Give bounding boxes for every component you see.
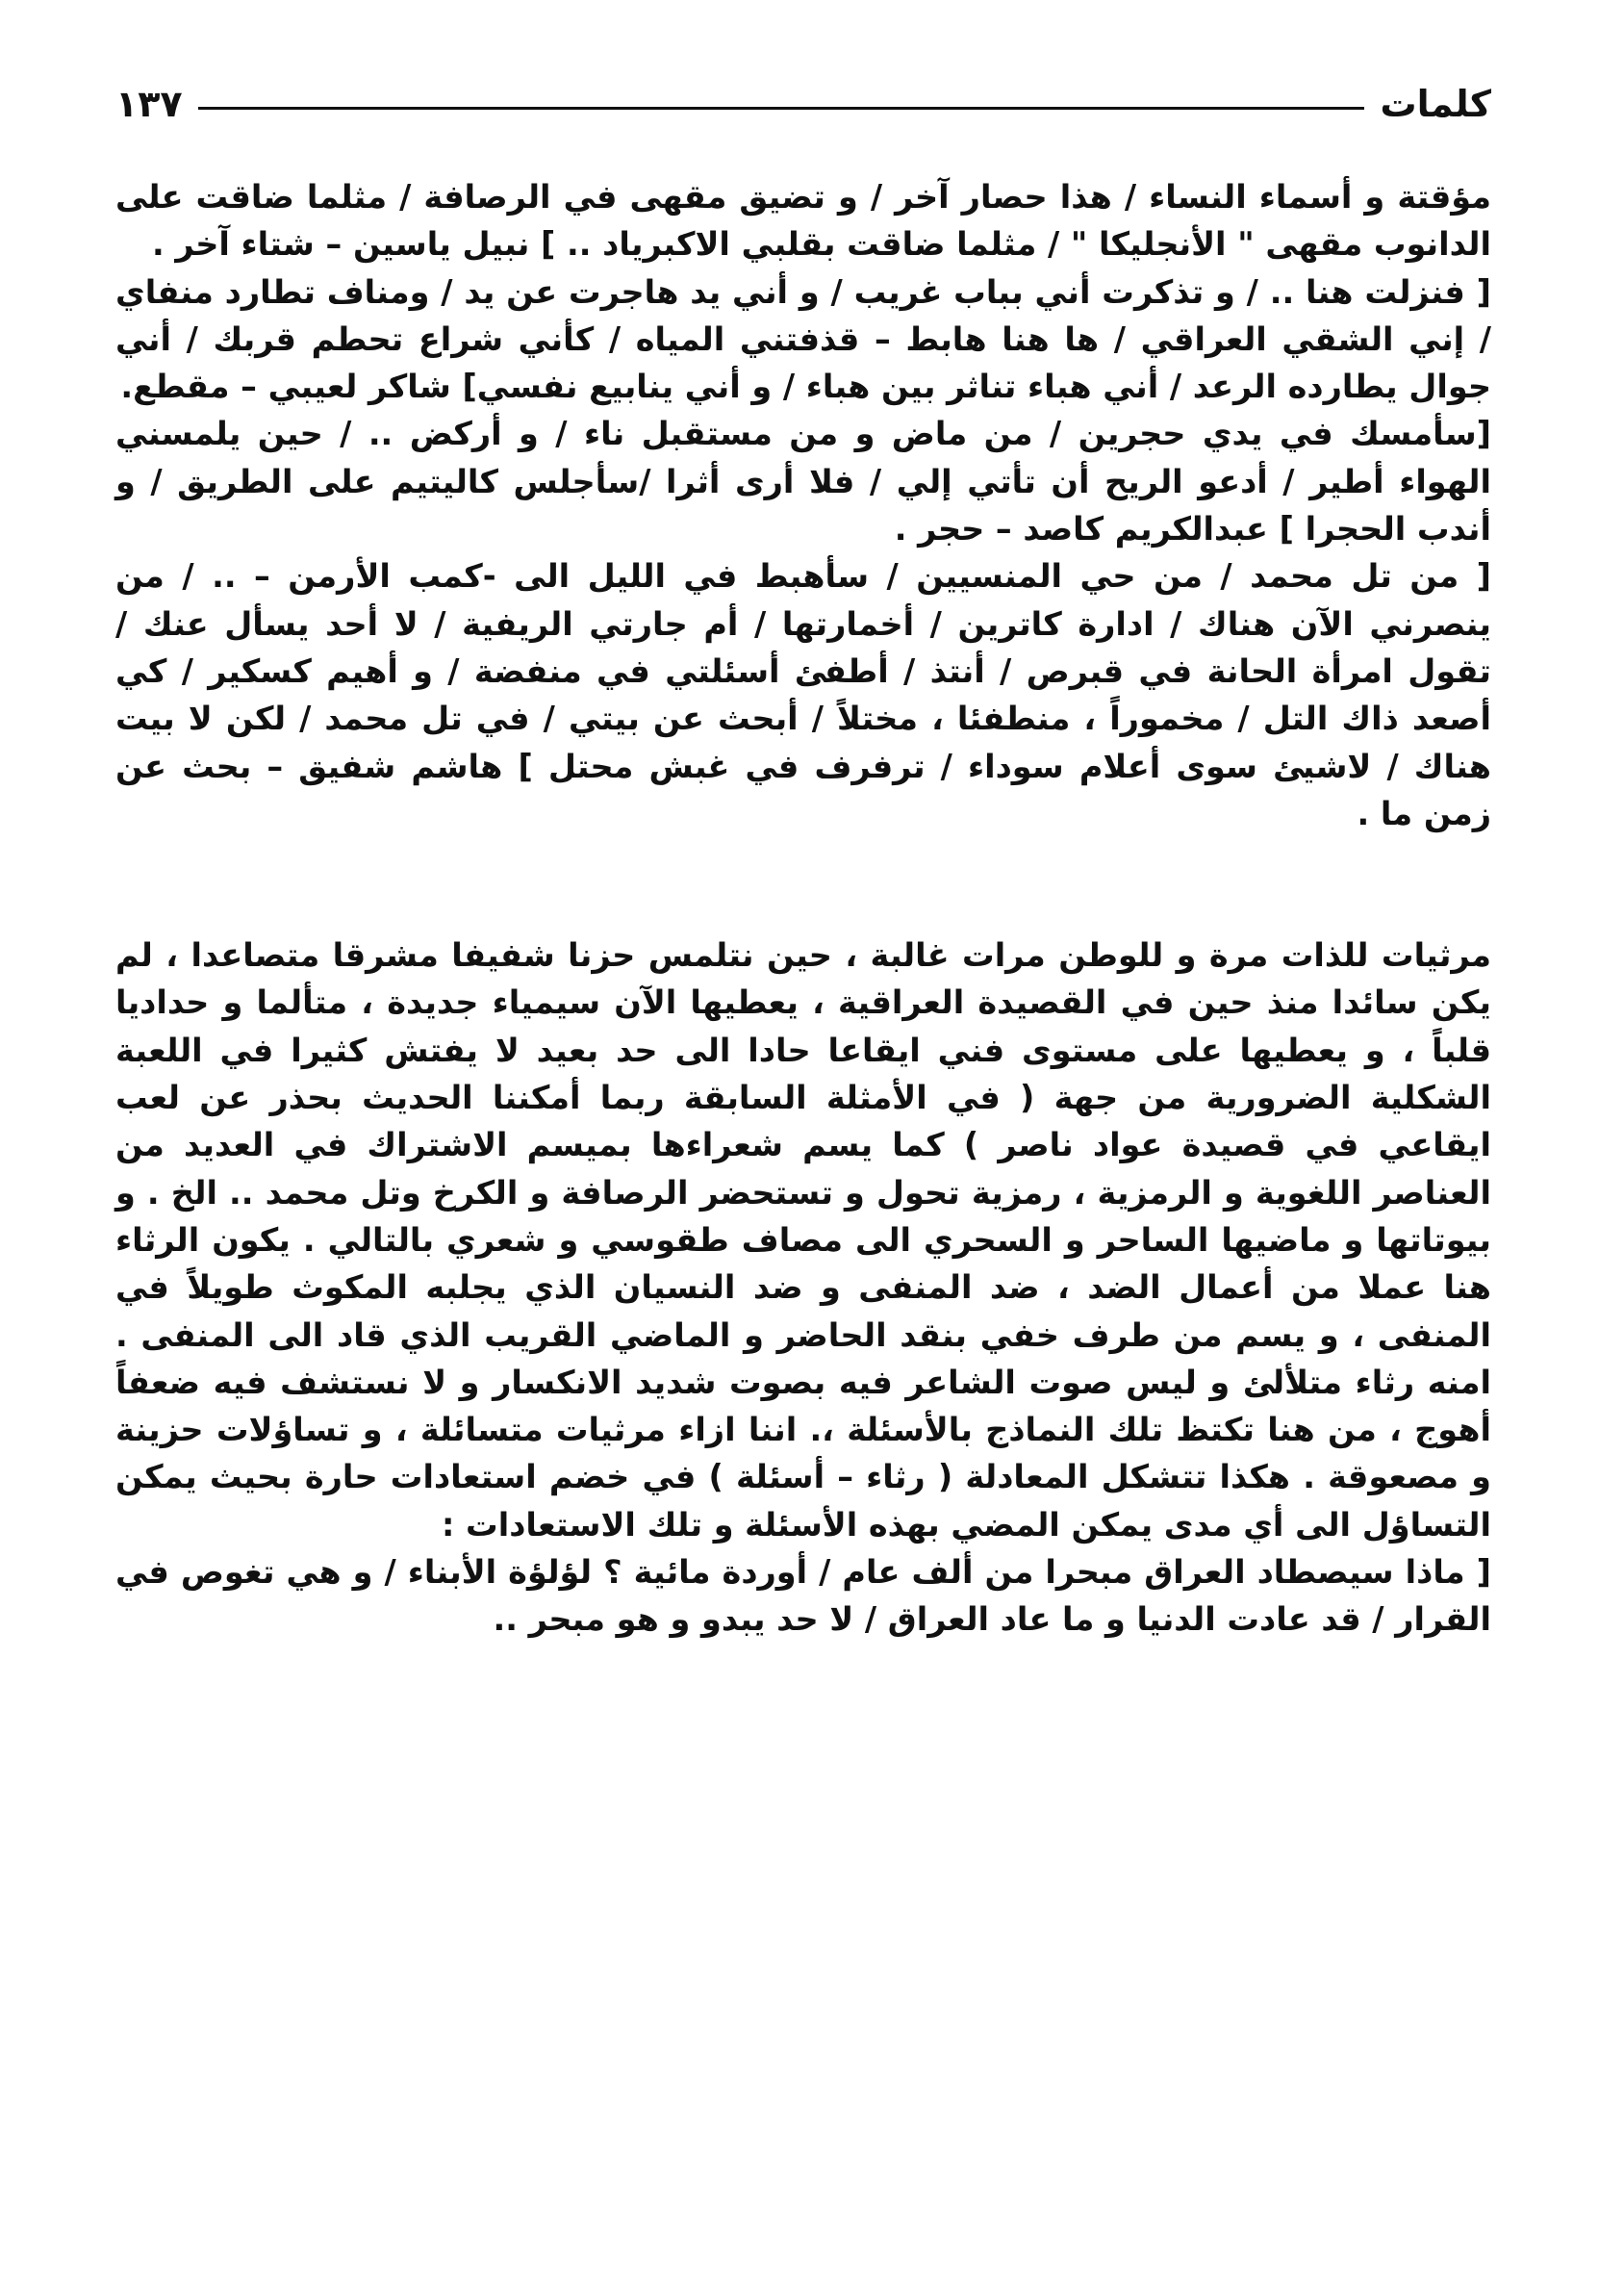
quote-paragraph xyxy=(115,552,1491,837)
poet-name: شاكر لعيبي xyxy=(267,368,451,406)
quote-paragraph xyxy=(115,173,1491,268)
essay-paragraph: مرثيات للذات مرة و للوطن مرات غالبة ، حين نتلمس حزنا شفيفا مشرقا متصاعدا ، لم يكن سائدا منذ حين في القصيدة العراقية ، يعطيها الآن سيمياء جديدة ، متألما و حداديا قلباً ، و يعطيها على مستوى فني ايقاعا حادا الى حد بعيد لا يفتش كثيرا في اللعبة الشكلية الضرورية من جهة ( في الأمثلة السابقة ربما أمكننا الحديث بحذر عن لعب ايقاعي في قصيدة عواد ناصر ) كما يسم شعراءها بميسم الاشتراك في العديد من العناصر اللغوية و الرمزية ، رمزية تحول و تستحضر الرصافة و الكرخ وتل محمد .. الخ . و بيوتاتها و ماضيها الساحر و السحري الى مصاف طقوسي و شعري بالتالي . يكون الرثاء هنا عملا من أعمال الضد ، ضد المنفى و ضد النسيان الذي يجلبه المكوث طويلاً في المنفى ، و يسم من طرف خفي بنقد الحاضر و الماضي القريب الذي قاد الى المنفى . امنه رثاء متلألئ و ليس صوت الشاعر فيه بصوت شديد الانكسار و لا نستشف فيه ضعفاً أهوج ، من هنا تكتظ تلك النماذج بالأسئلة ،. اننا ازاء مرثيات متسائلة ، و تساؤلات حزينة و مصعوقة . هكذا تتشكل المعادلة ( رثاء – أسئلة ) في خضم استعادات حارة بحيث يمكن التساؤل الى أي مدى يمكن المضي بهذه الأسئلة و تلك الاستعادات : xyxy=(115,936,1491,1544)
poem-title: – مقطع. xyxy=(120,368,268,406)
poem-title: – بحث عن زمن ما . xyxy=(115,747,1491,832)
page-header xyxy=(115,75,1491,133)
page-body xyxy=(115,173,1491,1644)
quote-paragraph xyxy=(115,268,1491,411)
poem-title: – شتاء آخر . xyxy=(152,225,353,264)
poem-title: – حجر . xyxy=(894,510,1024,549)
quote-text: [ من تل محمد / من حي المنسيين / سأهبط في الليل الى -كمب الأرمن – .. / من ينصرني الآن هناك / ادارة كاترين / أخمارتها / أم جارتي الريفية / لا أحد يسأل عنك / تقول امرأة الحانة في قبرص / أنتذ / أطفئ أسئلتي في منفضة / و أهيم كسكير / كي أصعد ذاك التل / مخموراً ، منطفئا ، مختلاً / أبحث عن بيتي / في تل محمد / لكن لا بيت هناك / لاشيئ سوى أعلام سوداء / ترفرف في غبش محتل ] xyxy=(115,557,1491,785)
quote-text: [سأمسك في يدي حجرين / من ماض و من مستقبل ناء / و أركض .. / حين يلمسني الهواء أطير / أدعو الريح أن تأتي إلي / فلا أرى أثرا /سأجلس كاليتيم على الطريق / و أندب الحجرا ] xyxy=(115,415,1491,549)
paragraph-gap xyxy=(115,837,1491,931)
header-rule xyxy=(198,107,1365,110)
quote-paragraph xyxy=(115,410,1491,552)
quote-paragraph: [ ماذا سيصطاد العراق مبحرا من ألف عام / أوردة مائية ؟ لؤلؤة الأبناء / و هي تغوص في القرار / قد عادت الدنيا و ما عاد العراق / لا حد يبدو و هو مبحر .. xyxy=(115,1553,1491,1639)
poet-name: نبيل ياسين xyxy=(352,225,530,264)
quote-text: [ فنزلت هنا .. / و تذكرت أني بباب غريب / و أني يد هاجرت عن يد / ومناف تطارد منفاي / إني الشقي العراقي / ها هنا هابط – قذفتني المياه / كأني شراع تحطم قربك / أني جوال يطارده الرعد / أني هباء تناثر بين هباء / و أني ينابيع نفسي] xyxy=(115,272,1491,406)
quote-text: مؤقتة و أسماء النساء / هذا حصار آخر / و تضيق مقهى في الرصافة / مثلما ضاقت على الدانوب مقهى " الأنجليكا " / مثلما ضاقت بقلبي الاكبرياد .. ] xyxy=(115,178,1491,264)
poet-name: هاشم شفيق xyxy=(298,747,503,785)
running-header-title: كلمات xyxy=(1380,83,1491,125)
poet-name: عبدالكريم كاصد xyxy=(1023,510,1268,549)
page-number: ١٣٧ xyxy=(115,83,183,125)
